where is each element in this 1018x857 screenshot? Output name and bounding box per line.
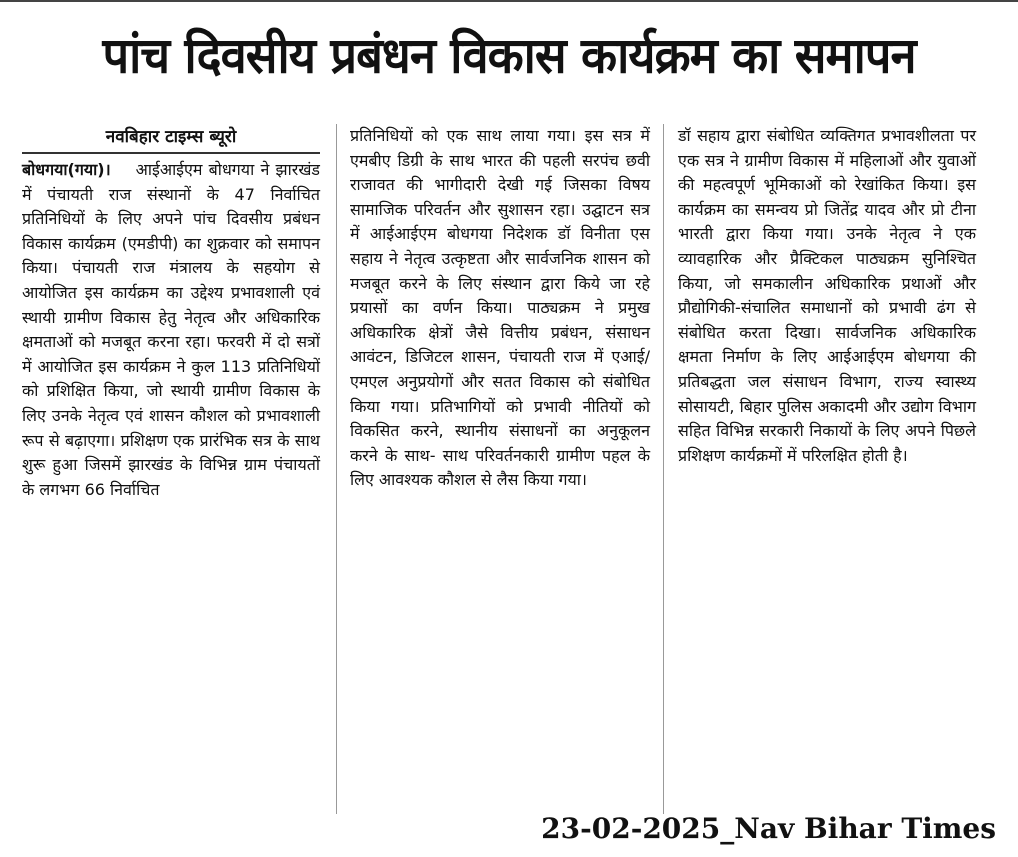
article-column-1	[22, 124, 320, 502]
article-column-2	[350, 124, 650, 493]
column-3-text: डॉ सहाय द्वारा संबोधित व्यक्तिगत प्रभावशीलता पर एक सत्र ने ग्रामीण विकास में महिलाओं और युवाओं की महत्वपूर्ण भूमिकाओं को रेखांकित किया। इस कार्यक्रम का समन्वय प्रो जितेंद्र यादव और प्रो टीना भारती द्वारा किया गया। उनके नेतृत्व ने एक व्यावहारिक और प्रैक्टिकल पाठ्यक्रम सुनिश्चित किया, जो समकालीन अधिकारिक प्रथाओं और प्रौद्योगिकी-संचालित समाधानों को प्रभावी ढंग से संबोधित करता दिखा। सार्वजनिक अधिकारिक क्षमता निर्माण के लिए आईआईएम बोधगया की प्रतिबद्धता जल संसाधन विभाग, राज्य स्वास्थ्य सोसायटी, बिहार पुलिस अकादमी और उद्योग विभाग सहित विभिन्न सरकारी निकायों के लिए अपने पिछले प्रशिक्षण कार्यक्रमों में परिलक्षित होती है।	[678, 126, 976, 465]
column-divider	[663, 124, 664, 814]
column-divider	[336, 124, 337, 814]
column-1-body: आईआईएम बोधगया ने झारखंड में पंचायती राज संस्थानों के 47 निर्वाचित प्रतिनिधियों के लिए अपने पांच दिवसीय प्रबंधन विकास कार्यक्रम (एमडीपी) का शुक्रवार को समापन किया। पंचायती राज मंत्रालय के सहयोग से आयोजित इस कार्यक्रम का उद्देश्य प्रभावशाली एवं स्थायी ग्रामीण विकास हेतु नेतृत्व और अधिकारिक क्षमताओं को मजबूत करना रहा। फरवरी में दो सत्रों में आयोजित इस कार्यक्रम ने कुल 113 प्रतिनिधियों को प्रशिक्षित किया, जो स्थायी ग्रामीण विकास के लिए उनके नेतृत्व एवं शासन कौशल को प्रभावशाली रूप से बढ़ाएगा। प्रशिक्षण एक प्रारंभिक सत्र के साथ शुरू हुआ जिसमें झारखंड के विभिन्न ग्राम पंचायतों के लगभग 66 निर्वाचित	[22, 160, 320, 499]
top-rule	[0, 0, 1018, 2]
headline: पांच दिवसीय प्रबंधन विकास कार्यक्रम का समापन	[102, 27, 916, 86]
source-credit: 23-02-2025_Nav Bihar Times	[541, 812, 996, 845]
column-2-text: प्रतिनिधियों को एक साथ लाया गया। इस सत्र में एमबीए डिग्री के साथ भारत की पहली सरपंच छवी राजावत की भागीदारी देखी गई जिसका विषय सामाजिक परिवर्तन और सुशासन रहा। उद्घाटन सत्र में आईआईएम बोधगया निदेशक डॉ विनीता एस सहाय ने नेतृत्व उत्कृष्टता और सार्वजनिक शासन को मजबूत करने के लिए संस्थान द्वारा किये जा रहे प्रयासों का वर्णन किया। पाठ्यक्रम ने प्रमुख अधिकारिक क्षेत्रों जैसे वित्तीय प्रबंधन, संसाधन आवंटन, डिजिटल शासन, पंचायती राज में एआई/एमएल अनुप्रयोगों और सतत विकास को संबोधित किया गया। प्रतिभागियों को प्रभावी नीतियों को विकसित करने, स्थानीय संसाधनों का अनुकूलन करने के साथ- साथ परिवर्तनकारी ग्रामीण पहल के लिए आवश्यक कौशल से लैस किया गया।	[350, 126, 650, 490]
dateline: बोधगया(गया)।	[22, 160, 111, 179]
article-column-3	[678, 124, 976, 468]
byline: नवबिहार टाइम्स ब्यूरो	[22, 124, 320, 154]
column-1-text	[22, 158, 320, 502]
